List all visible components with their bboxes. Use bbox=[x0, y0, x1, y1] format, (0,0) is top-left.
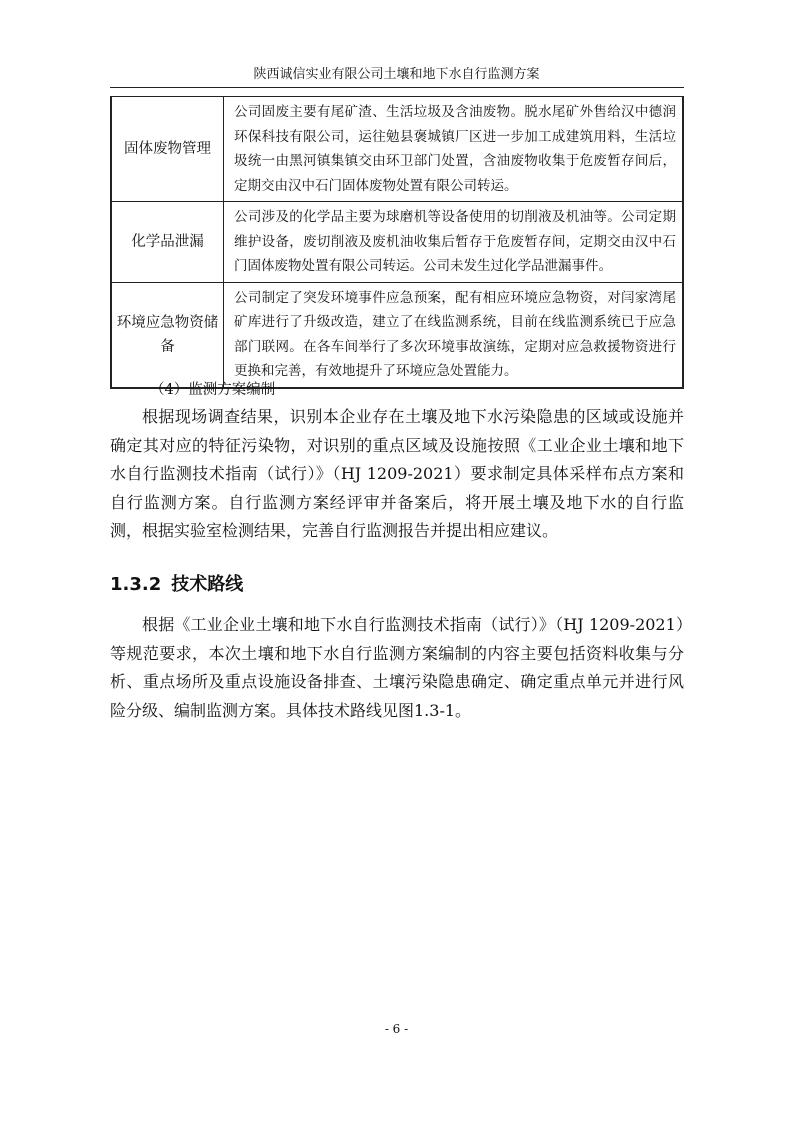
body-paragraph-monitoring-plan: 根据现场调查结果，识别本企业存在土壤及地下水污染隐患的区域或设施并确定其对应的特征污染物，对识别的重点区域及设施按照《工业企业土壤和地下水自行监测技术指南（试行）》（HJ 1209-2021）要求制定具体采样布点方案和自行监测方案。自行监测方案经评审并备案后，将开展土壤及地下水的自行监测，根据实验室检测结果，完善自行监测报告并提出相应建议。 bbox=[110, 407, 684, 540]
running-header: 陕西诚信实业有限公司土壤和地下水自行监测方案 bbox=[253, 67, 540, 82]
row-content-emergency-supplies: 公司制定了突发环境事件应急预案，配有相应环境应急物资，对闫家湾尾矿库进行了升级改造，建立了在线监测系统，目前在线监测系统已于应急部门联网。在各车间举行了多次环境事故演练，定期对应急救援物资进行更换和完善，有效地提升了环境应急处置能力。 bbox=[224, 282, 684, 388]
section-number: 1.3.2 bbox=[110, 574, 162, 595]
environment-management-table bbox=[110, 96, 684, 389]
row-content-solid-waste: 公司固废主要有尾矿渣、生活垃圾及含油废物。脱水尾矿外售给汉中德润环保科技有限公司，运往勉县褒城镇厂区进一步加工成建筑用料，生活垃圾统一由黑河镇集镇交由环卫部门处置，含油废物收集于危废暂存间后，定期交由汉中石门固体废物处置有限公司转运。 bbox=[224, 97, 684, 202]
table-row bbox=[111, 97, 683, 202]
page-number: - 6 - bbox=[384, 1022, 409, 1036]
row-content-chemical-leak: 公司涉及的化学品主要为球磨机等设备使用的切削液及机油等。公司定期维护设备，废切削液及废机油收集后暂存于危废暂存间，定期交由汉中石门固体废物处置有限公司转运。公司未发生过化学品泄漏事件。 bbox=[224, 202, 684, 283]
subsection-heading: （4）监测方案编制 bbox=[150, 382, 276, 398]
table-row bbox=[111, 282, 683, 388]
body-paragraph-technical-route: 根据《工业企业土壤和地下水自行监测技术指南（试行）》（HJ 1209-2021）等规范要求，本次土壤和地下水自行监测方案编制的内容主要包括资料收集与分析、重点场所及重点设施设备排查、土壤污染隐患确定、确定重点单元并进行风险分级、编制监测方案。具体技术路线见图1.3-1。 bbox=[110, 615, 684, 720]
section-title: 技术路线 bbox=[171, 574, 244, 595]
header-rule bbox=[110, 87, 684, 88]
row-label-emergency-supplies: 环境应急物资储备 bbox=[111, 282, 224, 388]
row-label-chemical-leak: 化学品泄漏 bbox=[111, 202, 224, 283]
table-row bbox=[111, 202, 683, 283]
section-heading bbox=[110, 573, 243, 597]
row-label-solid-waste: 固体废物管理 bbox=[111, 97, 224, 202]
